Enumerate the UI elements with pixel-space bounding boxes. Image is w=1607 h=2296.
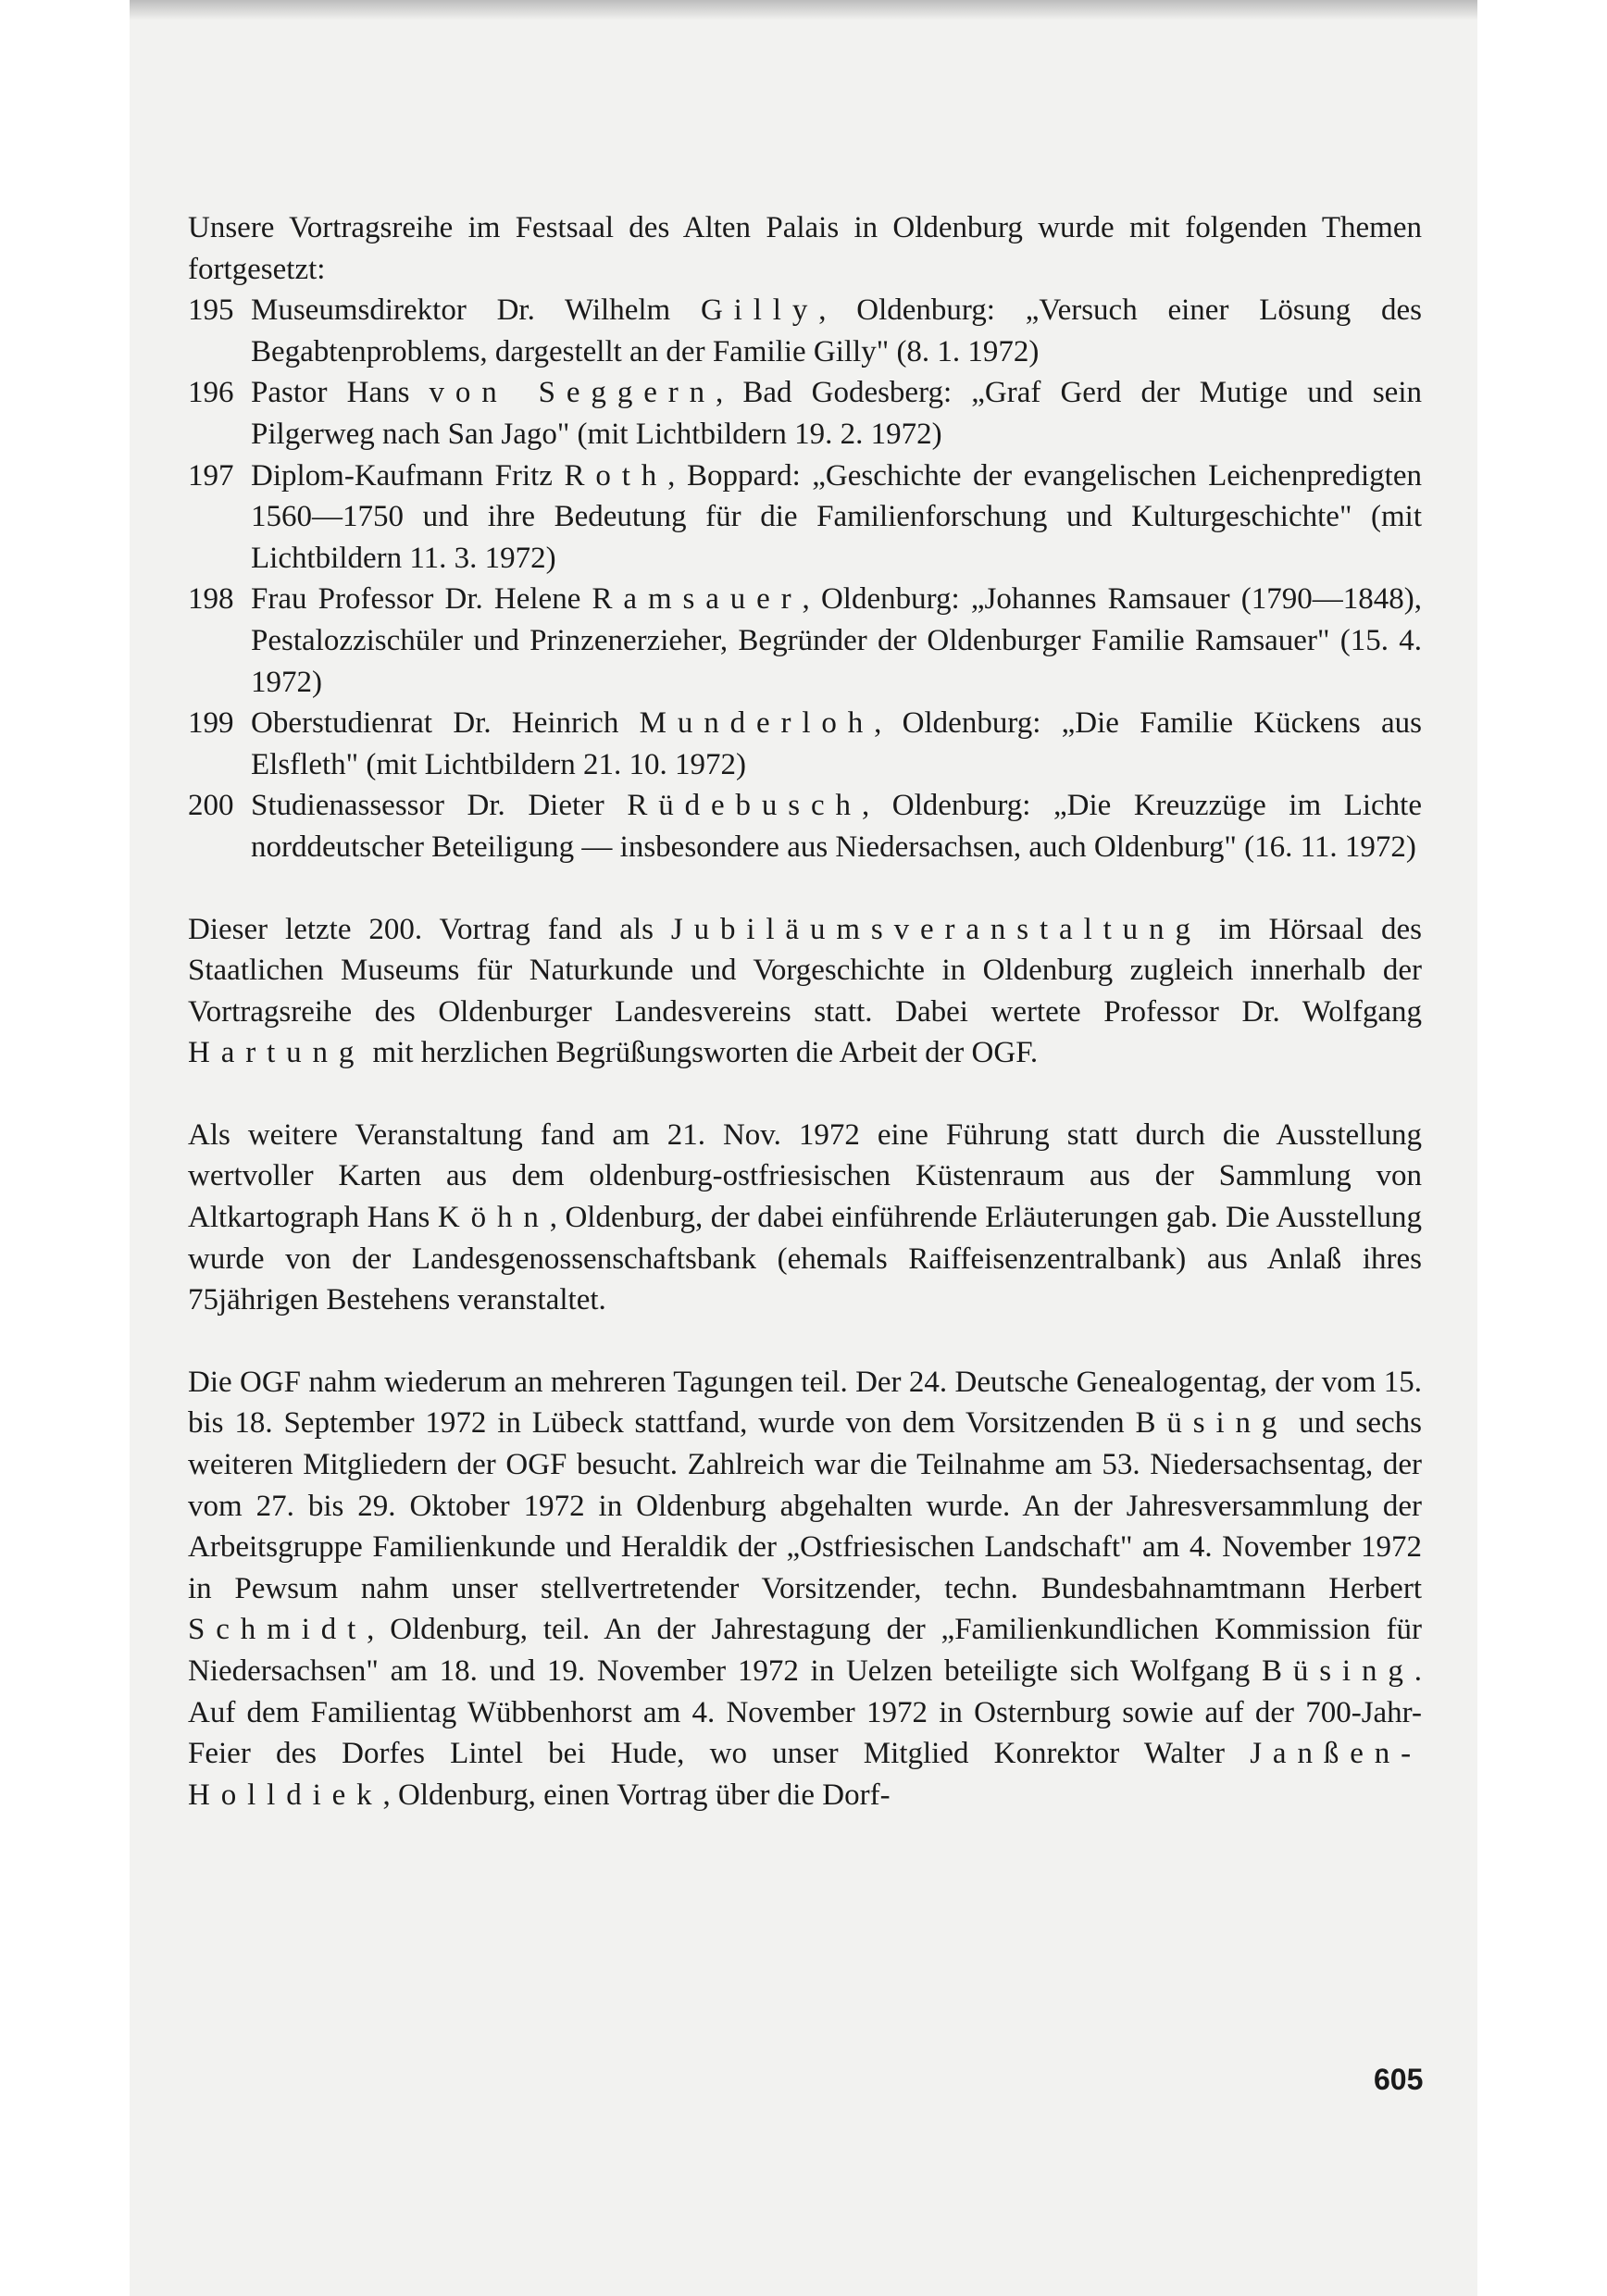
speaker-name: Hartung [188,1036,366,1070]
lecture-item [188,372,1422,455]
exhibition-text: Als weitere Veranstaltung fand am 21. Nov. 1972 eine Führung statt durch die Ausstellung wertvoller Karten aus dem oldenburg-ostfriesischen Küstenraum aus der Sammlung von Altkartograph Hans [188,1117,1422,1235]
lecture-text: , Oldenburg: „Versuch einer Lösung des Begabtenproblems, dargestellt an der Familie Gilly" (8. 1. 1972) [251,293,1422,368]
lecture-text: , Oldenburg: „Johannes Ramsauer (1790—1848), Pestalozzischüler und Prinzenerzieher, Begründer der Oldenburger Familie Ramsauer" (15. 4. 1972) [251,582,1422,699]
lecture-text: Museumsdirektor Dr. Wilhelm [251,293,701,328]
lecture-number: 196 [188,376,234,410]
lecture-text: Studienassessor Dr. Dieter [251,789,628,823]
lecture-text: Pastor Hans [251,376,430,410]
page-top-shadow [130,0,1477,20]
member-name: Büsing [1135,1406,1289,1441]
member-name: Büsing [1261,1654,1414,1688]
conferences-text: Die OGF nahm wiederum an mehreren Tagungen teil. Der 24. Deutsche Genealogentag, der vom 15. bis 18. September 1972 in Lübeck stattfand, wurde von dem Vorsitzenden [188,1365,1422,1441]
collector-name: Köhn [437,1201,550,1235]
lecture-item [188,290,1422,372]
page-body [188,207,1422,1816]
lecturer-name: von Seggern [429,376,716,410]
lecture-text: Diplom-Kaufmann Fritz [251,458,565,493]
conferences-text: , Oldenburg, teil. An der Jahrestagung der „Familienkundlichen Kommission für Niedersachsen" am 18. und 19. November 1972 in Uelzen beteiligte sich Wolfgang [188,1613,1422,1688]
lecturer-name: Munderloh [639,706,875,741]
lecture-number: 197 [188,458,234,493]
lecture-number: 200 [188,789,234,823]
lecture-text: , Boppard: „Geschichte der evangelischen Leichenpredigten 1560—1750 und ihre Bedeutung für die Familienforschung und Kulturgeschichte" (mit Lichtbildern 11. 3. 1972) [251,458,1422,575]
conferences-text: und sechs weiteren Mitgliedern der OGF besucht. Zahlreich war die Teilnahme am 53. Niedersachsentag, der vom 27. bis 29. Oktober 1972 in Oldenburg abgehalten wurde. An der Jahresversammlung der Arbeitsgruppe Familienkunde und Heraldik der „Ostfriesischen Landschaft" am 4. November 1972 in Pewsum nahm unser stellvertretender Vorsitzender, techn. Bundesbahnamtmann Herbert [188,1406,1422,1605]
lecture-text: Oberstudienrat Dr. Heinrich [251,706,640,741]
jubilee-text: im Hörsaal des Staatlichen Museums für Naturkunde und Vorgeschichte in Oldenburg zugleich innerhalb der Vortragsreihe des Oldenburger Landesvereins statt. Dabei wertete Professor Dr. Wolfgang [188,912,1422,1029]
jubilee-paragraph [188,909,1422,1074]
lecture-item [188,455,1422,580]
lecturer-name: Ramsauer [592,582,803,617]
member-name: Janßen-Holldiek [188,1737,1422,1812]
lecturer-name: Roth [564,458,668,493]
lecture-text: , Oldenburg: „Die Kreuzzüge im Lichte norddeutscher Beteiligung — insbesondere aus Niedersachsen, auch Oldenburg" (16. 11. 1972) [251,789,1422,864]
lecture-item [188,579,1422,703]
lecture-number: 198 [188,582,234,617]
lecture-item [188,785,1422,867]
member-name: Schmidt [188,1613,367,1647]
lecture-number: 199 [188,706,234,741]
lecture-text: , Bad Godesberg: „Graf Gerd der Mutige und sein Pilgerweg nach San Jago" (mit Lichtbildern 19. 2. 1972) [251,376,1422,451]
lecture-item [188,703,1422,785]
lecture-text: , Oldenburg: „Die Familie Kückens aus Elsfleth" (mit Lichtbildern 21. 10. 1972) [251,706,1423,781]
conferences-text: , Oldenburg, einen Vortrag über die Dorf- [382,1778,891,1812]
page-number: 605 [1374,2063,1424,2096]
lecture-list [188,290,1422,867]
lecture-number: 195 [188,293,234,328]
jubilee-text: mit herzlichen Begrüßungsworten die Arbeit der OGF. [365,1036,1039,1070]
conferences-text: . Auf dem Familientag Wübbenhorst am 4. November 1972 in Osternburg sowie auf der 700-Jahr-Feier des Dorfes Lintel bei Hude, wo unser Mitglied Konrektor Walter [188,1654,1422,1771]
exhibition-paragraph [188,1115,1422,1321]
jubilee-text: Dieser letzte 200. Vortrag fand als [188,912,671,946]
lecturer-name: Rüdebusch [627,789,862,823]
intro-paragraph: Unsere Vortragsreihe im Festsaal des Alten Palais in Oldenburg wurde mit folgenden Themen fortgesetzt: [188,211,1422,286]
jubilee-event-term: Jubiläumsveranstaltung [670,912,1202,946]
conferences-paragraph [188,1362,1422,1816]
lecture-text: Frau Professor Dr. Helene [251,582,592,617]
exhibition-text: , Oldenburg, der dabei einführende Erläuterungen gab. Die Ausstellung wurde von der Landesgenossenschaftsbank (ehemals Raiffeisenzentralbank) aus Anlaß ihres 75jährigen Bestehens veranstaltet. [188,1201,1422,1317]
lecturer-name: Gilly [700,293,819,328]
